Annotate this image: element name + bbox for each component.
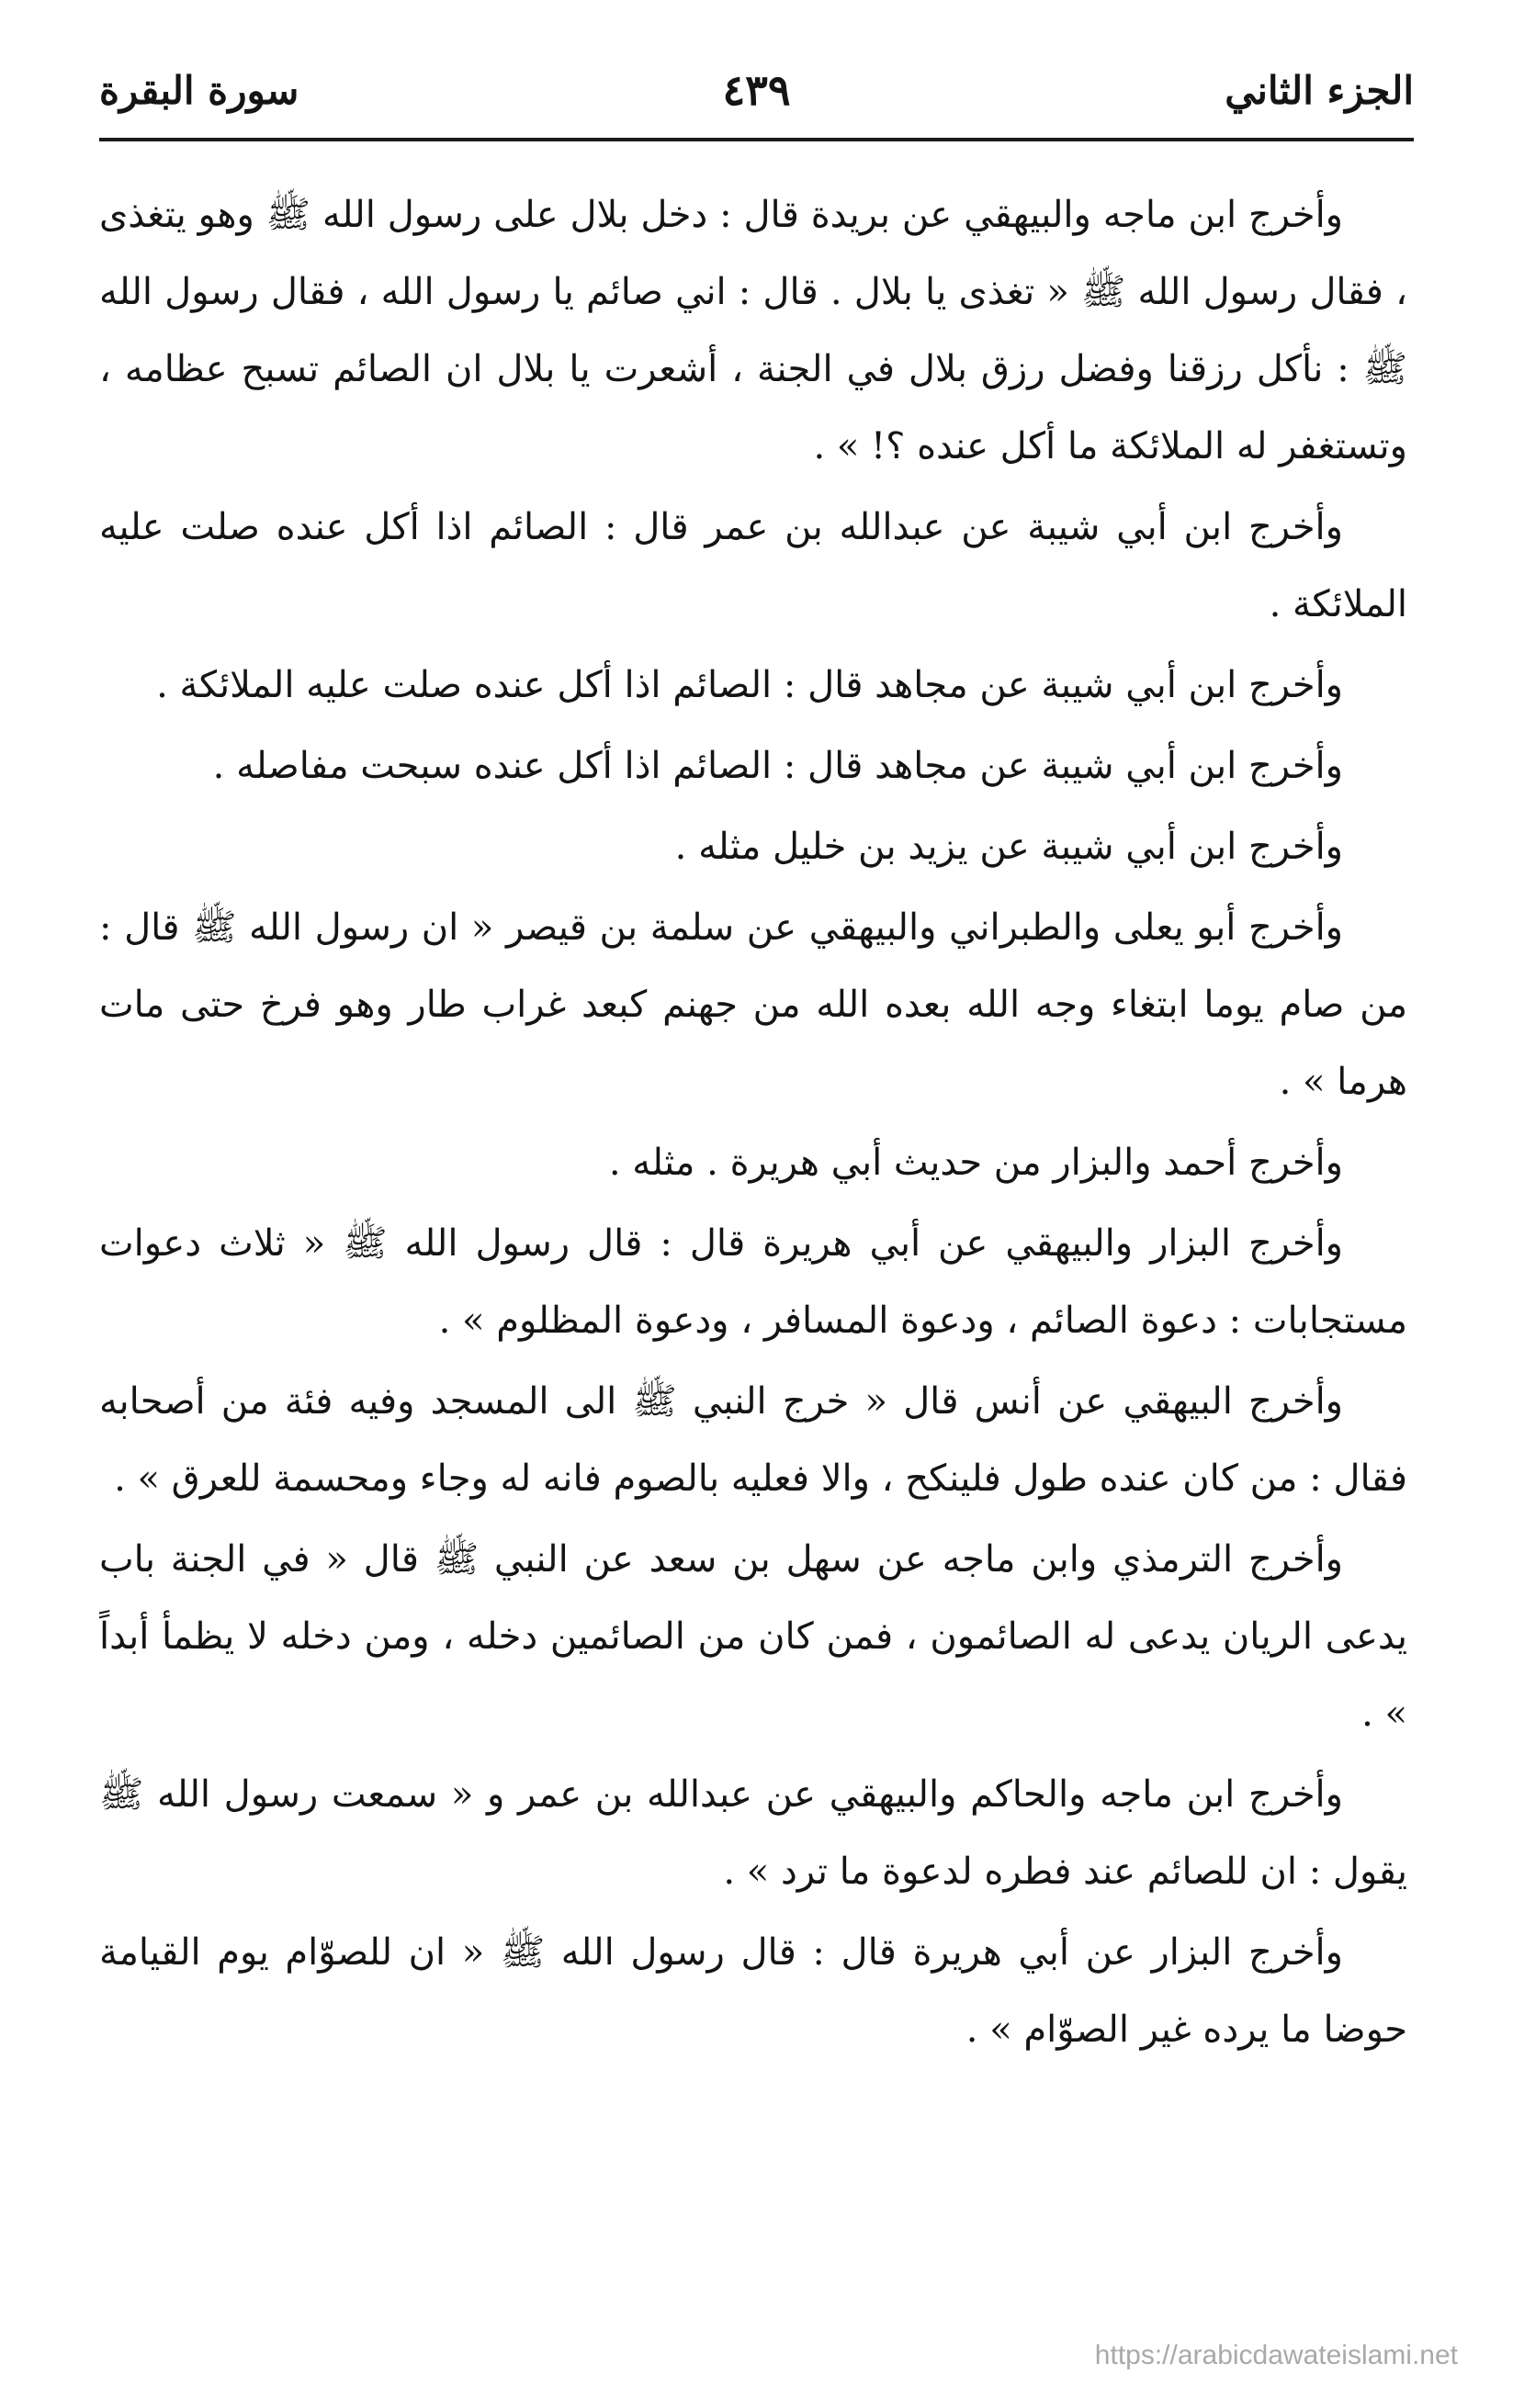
paragraph-2: وأخرج ابن أبي شيبة عن عبدالله بن عمر قال : الصائم اذا أكل عنده صلت عليه الملائكة . — [99, 506, 1407, 625]
paragraph-9: وأخرج البيهقي عن أنس قال « خرج النبي ﷺ الى المسجد وفيه فئة من أصحابه فقال : من كان عنده طول فلينكح ، والا فعليه بالصوم فانه له وجاء ومحسمة للعرق » . — [99, 1380, 1407, 1500]
paragraph-5: وأخرج ابن أبي شيبة عن يزيد بن خليل مثله . — [674, 826, 1343, 868]
page-header — [99, 53, 1414, 127]
header-rule — [99, 138, 1414, 141]
paragraph-11: وأخرج ابن ماجه والحاكم والبيهقي عن عبدالله بن عمر و « سمعت رسول الله ﷺ يقول : ان للصائم عند فطره لدعوة ما ترد » . — [99, 1773, 1407, 1893]
page-number: ٤٣٩ — [722, 65, 791, 115]
paragraph-6: وأخرج أبو يعلى والطبراني والبيهقي عن سلمة بن قيصر « ان رسول الله ﷺ قال : من صام يوما ابتغاء وجه الله بعده الله من جهنم كبعد غراب طار وهو فرخ حتى مات هرما » . — [99, 906, 1407, 1103]
paragraph-8: وأخرج البزار والبيهقي عن أبي هريرة قال : قال رسول الله ﷺ « ثلاث دعوات مستجابات : دعوة الصائم ، ودعوة المسافر ، ودعوة المظلوم » . — [99, 1222, 1407, 1342]
paragraph-1: وأخرج ابن ماجه والبيهقي عن بريدة قال : دخل بلال على رسول الله ﷺ وهو يتغذى ، فقال رسول الله ﷺ « تغذى يا بلال . قال : اني صائم يا رسول الله ، فقال رسول الله ﷺ : نأكل رزقنا وفضل رزق بلال في الجنة ، أشعرت يا بلال ان الصائم تسبح عظامه ، وتستغفر له الملائكة ما أكل عنده ؟! » . — [99, 194, 1407, 467]
surah-title: سورة البقرة — [99, 67, 299, 113]
source-watermark: https://arabicdawateislami.net — [1094, 2340, 1458, 2370]
paragraph-7: وأخرج أحمد والبزار من حديث أبي هريرة . مثله . — [608, 1142, 1343, 1184]
paragraph-10: وأخرج الترمذي وابن ماجه عن سهل بن سعد عن النبي ﷺ قال « في الجنة باب يدعى الريان يدعى له الصائمون ، فمن كان من الصائمين دخله ، ومن دخله لا يظمأ أبداً » . — [99, 1538, 1407, 1735]
page-body — [99, 176, 1407, 2072]
paragraph-4: وأخرج ابن أبي شيبة عن مجاهد قال : الصائم اذا أكل عنده سبحت مفاصله . — [212, 745, 1343, 787]
part-title: الجزء الثاني — [1225, 67, 1414, 113]
paragraph-12: وأخرج البزار عن أبي هريرة قال : قال رسول الله ﷺ « ان للصوّام يوم القيامة حوضا ما يرده غير الصوّام » . — [99, 1931, 1407, 2051]
paragraph-3: وأخرج ابن أبي شيبة عن مجاهد قال : الصائم اذا أكل عنده صلت عليه الملائكة . — [156, 664, 1343, 706]
